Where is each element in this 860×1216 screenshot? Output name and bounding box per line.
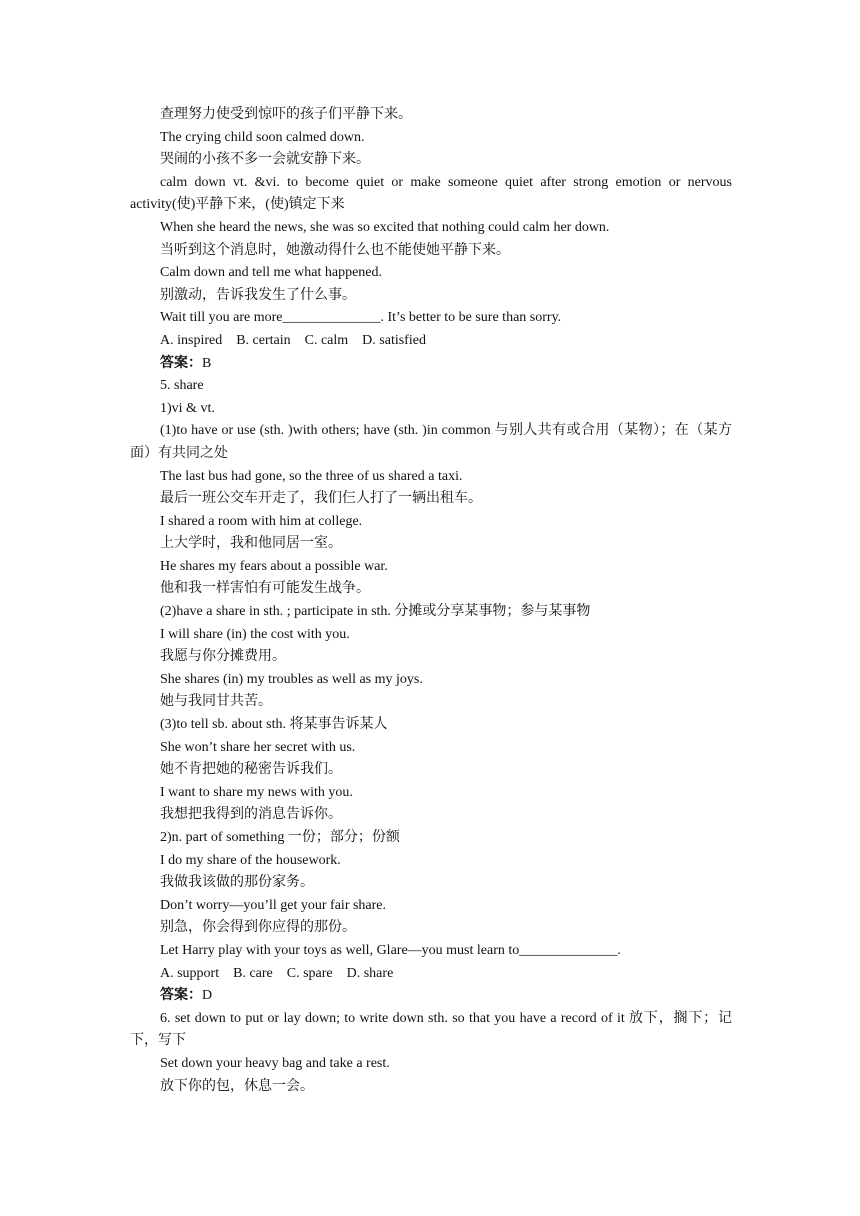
text-line: 上大学时，我和他同居一室。 [160, 536, 342, 552]
text-line: She won’t share her secret with us. [160, 739, 356, 755]
text-line: 1)vi & vt. [160, 400, 215, 416]
answer-value: D [202, 988, 213, 1004]
text-line: I will share (in) the cost with you. [160, 626, 350, 642]
text-line: 查理努力使受到惊吓的孩子们平静下来。 [160, 107, 412, 122]
text-line: (2)have a share in sth. ; participate in sth. 分摊或分享某事物；参与某事物 [160, 604, 591, 620]
text-line: 我愿与你分摊费用。 [160, 649, 286, 665]
section-heading: 5. share [160, 378, 204, 394]
section-heading: 6. set down to put or lay down; to write down sth. so that you have a record of it 放下，搁下；记下，写下 [130, 1010, 732, 1049]
text-line: (3)to tell sb. about sth. 将某事告诉某人 [160, 717, 388, 733]
text-line: 当听到这个消息时，她激动得什么也不能使她平静下来。 [160, 242, 510, 258]
text-line: When she heard the news, she was so excited that nothing could calm her down. [160, 219, 610, 235]
exercise-options: A. support B. care C. spare D. share [160, 965, 394, 981]
text-line: 我想把我得到的消息告诉你。 [160, 807, 342, 823]
text-line: 别激动，告诉我发生了什么事。 [160, 287, 356, 303]
text-line: 我做我该做的那份家务。 [160, 875, 314, 891]
text-line: 她不肯把她的秘密告诉我们。 [160, 762, 342, 778]
text-line: 放下你的包，休息一会。 [160, 1078, 314, 1094]
text-line: I want to share my news with you. [160, 784, 353, 800]
exercise-question: Wait till you are more______________. It’s better to be sure than sorry. [160, 310, 562, 326]
text-line: I shared a room with him at college. [160, 513, 363, 529]
text-line: 最后一班公交车开走了，我们仨人打了一辆出租车。 [160, 491, 482, 507]
text-line: calm down vt. &vi. to become quiet or make someone quiet after strong emotion or nervous activity(使)平静下来，(使)镇定下来 [130, 174, 732, 213]
text-line: Calm down and tell me what happened. [160, 265, 382, 281]
text-line: I do my share of the housework. [160, 852, 341, 868]
text-line: 哭闹的小孩不多一会就安静下来。 [160, 152, 370, 168]
exercise-question: Let Harry play with your toys as well, Glare—you must learn to______________. [160, 942, 621, 958]
text-line: 2)n. part of something 一份；部分；份额 [160, 830, 400, 845]
answer-line [130, 985, 732, 1008]
exercise-options: A. inspired B. certain C. calm D. satisfied [160, 332, 426, 348]
text-line: She shares (in) my troubles as well as my joys. [160, 671, 423, 687]
text-line: (1)to have or use (sth. )with others; have (sth. )in common 与别人共有或合用（某物）；在（某方面）有共同之处 [130, 423, 732, 461]
text-line: Don’t worry—you’ll get your fair share. [160, 897, 387, 913]
text-line: Set down your heavy bag and take a rest. [160, 1055, 390, 1071]
answer-label: 答案： [160, 355, 202, 371]
text-line: 别急，你会得到你应得的那份。 [160, 920, 356, 936]
text-line: He shares my fears about a possible war. [160, 558, 388, 574]
answer-line [130, 353, 732, 376]
text-line: The last bus had gone, so the three of us shared a taxi. [160, 468, 463, 484]
answer-label: 答案： [160, 988, 202, 1004]
answer-value: B [202, 355, 212, 371]
text-line: 她与我同甘共苦。 [160, 694, 272, 710]
text-line: The crying child soon calmed down. [160, 129, 365, 145]
text-line: 他和我一样害怕有可能发生战争。 [160, 581, 370, 597]
document-page [130, 104, 732, 1098]
